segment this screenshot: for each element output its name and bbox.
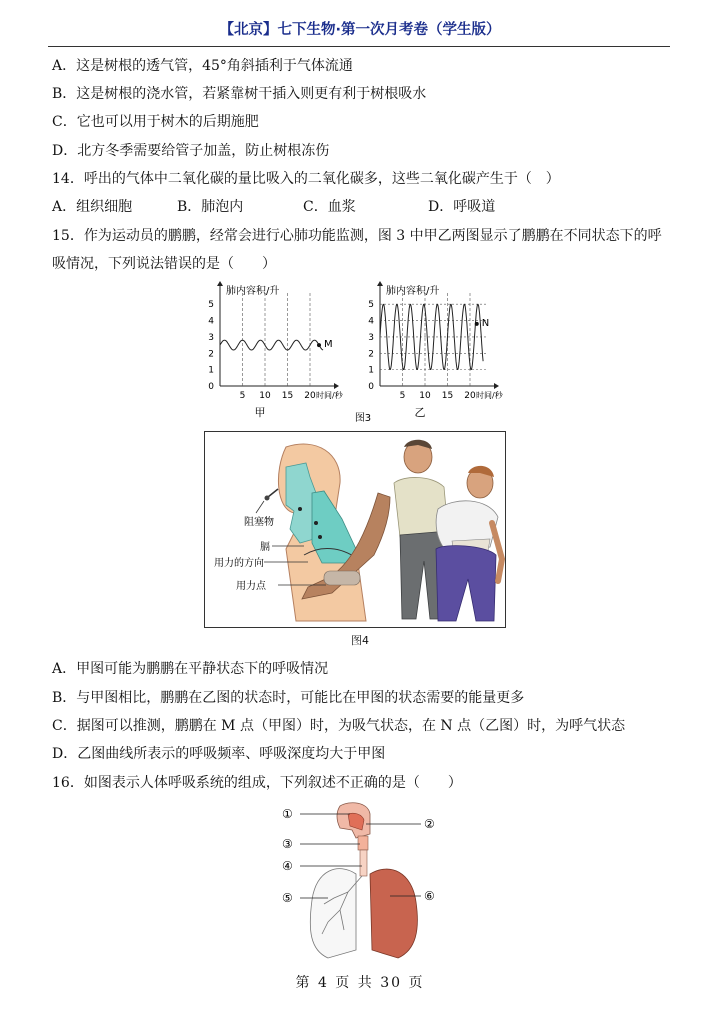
q15-option-a: A．甲图可能为鹏鹏在平静状态下的呼吸情况 [52,661,329,677]
y-tick-label: 2 [368,349,374,360]
x-tick-label: 5 [239,391,246,401]
x-axis-arrow [494,383,499,389]
y-tick-label: 1 [208,365,214,376]
q14-option-d: D．呼吸道 [428,199,496,215]
point-label: N [481,317,490,329]
figure-4 [204,431,506,629]
y-tick-label: 5 [368,300,374,311]
y-tick-label: 1 [368,365,374,376]
q14-option-a: A．组织细胞 [52,199,133,215]
q13-option-c: C．它也可以用于树木的后期施肥 [52,114,259,130]
q13-option-a: A．这是树根的透气管，45°角斜插利于气体流通 [52,58,353,74]
x-tick-label: 5 [399,391,406,401]
respiratory-system-figure [278,800,444,964]
marked-point [475,322,479,326]
chart-jia [208,281,343,419]
chart-yi [368,281,503,419]
marker-1: ① [282,807,293,821]
x-tick-label: 20 [464,391,476,401]
y-tick-label: 0 [368,382,374,392]
q15-option-d: D．乙图曲线所表示的呼吸频率、呼吸深度均大于甲图 [52,746,386,762]
figure-4-caption: 图4 [351,634,369,647]
page-footer: 第 4 页 共 30 页 [295,975,425,991]
x-axis-arrow [334,383,339,389]
q14-stem: 14．呼出的气体中二氧化碳的量比吸入的二氧化碳多，这些二氧化碳产生于（ ） [52,171,560,187]
x-axis-title: 时间/秒 [476,391,503,400]
label-diaphragm: 膈 [260,542,270,553]
q16-stem: 16．如图表示人体呼吸系统的组成，下列叙述不正确的是（ ） [52,775,462,791]
label-force-point: 用力点 [236,581,266,592]
header-rule [48,46,670,47]
x-axis-title: 时间/秒 [316,391,343,400]
y-tick-label: 3 [368,332,374,343]
label-obstruction: 阻塞物 [244,517,274,528]
y-axis-title: 肺内容积/升 [386,286,440,297]
y-axis-arrow [217,281,223,286]
y-tick-label: 2 [208,349,214,360]
y-tick-label: 4 [368,316,374,327]
figure-3-caption: 图3 [354,413,372,424]
subfigure-title: 甲 [254,406,266,419]
page-header-title: 【北京】七下生物·第一次月考卷（学生版） [219,22,501,38]
x-tick-label: 10 [419,391,431,401]
marker-2: ② [424,817,435,831]
point-label: M [324,339,333,351]
x-tick-label: 20 [304,391,316,401]
y-tick-label: 5 [208,300,214,311]
y-axis-arrow [377,281,383,286]
breathing-curve [220,340,323,350]
x-tick-label: 15 [281,391,294,401]
y-axis-title: 肺内容积/升 [226,286,280,297]
marker-6: ⑥ [424,889,435,903]
label-force-direction: 用力的方向 [214,558,264,569]
q13-option-b: B．这是树根的浇水管，若紧靠树干插入则更有利于树根吸水 [52,86,427,102]
q15-option-c: C．据图可以推测，鹏鹏在 M 点（甲图）时，为吸气状态，在 N 点（乙图）时，为呼气状态 [52,718,626,734]
y-tick-label: 0 [208,382,214,392]
x-tick-label: 10 [259,391,271,401]
q13-option-d: D．北方冬季需要给管子加盖，防止树根冻伤 [52,143,330,159]
q14-option-b: B．肺泡内 [177,199,244,215]
breathing-curve [380,304,483,369]
subfigure-title: 乙 [414,406,426,419]
y-tick-label: 4 [208,316,214,327]
marked-point [317,343,321,347]
q14-option-c: C．血浆 [303,199,356,215]
marker-5: ⑤ [282,891,293,905]
q15-stem-line1: 15．作为运动员的鹏鹏，经常会进行心肺功能监测，图 3 中甲乙两图显示了鹏鹏在不同状态下的呼 [52,228,662,244]
y-tick-label: 3 [208,332,214,343]
q15-stem-line2: 吸情况，下列说法错误的是（ ） [52,256,276,272]
q15-option-b: B．与甲图相比，鹏鹏在乙图的状态时，可能比在甲图的状态需要的能量更多 [52,690,525,706]
marker-4: ④ [282,859,293,873]
marker-3: ③ [282,837,293,851]
x-tick-label: 15 [441,391,454,401]
figure-3 [195,278,515,428]
